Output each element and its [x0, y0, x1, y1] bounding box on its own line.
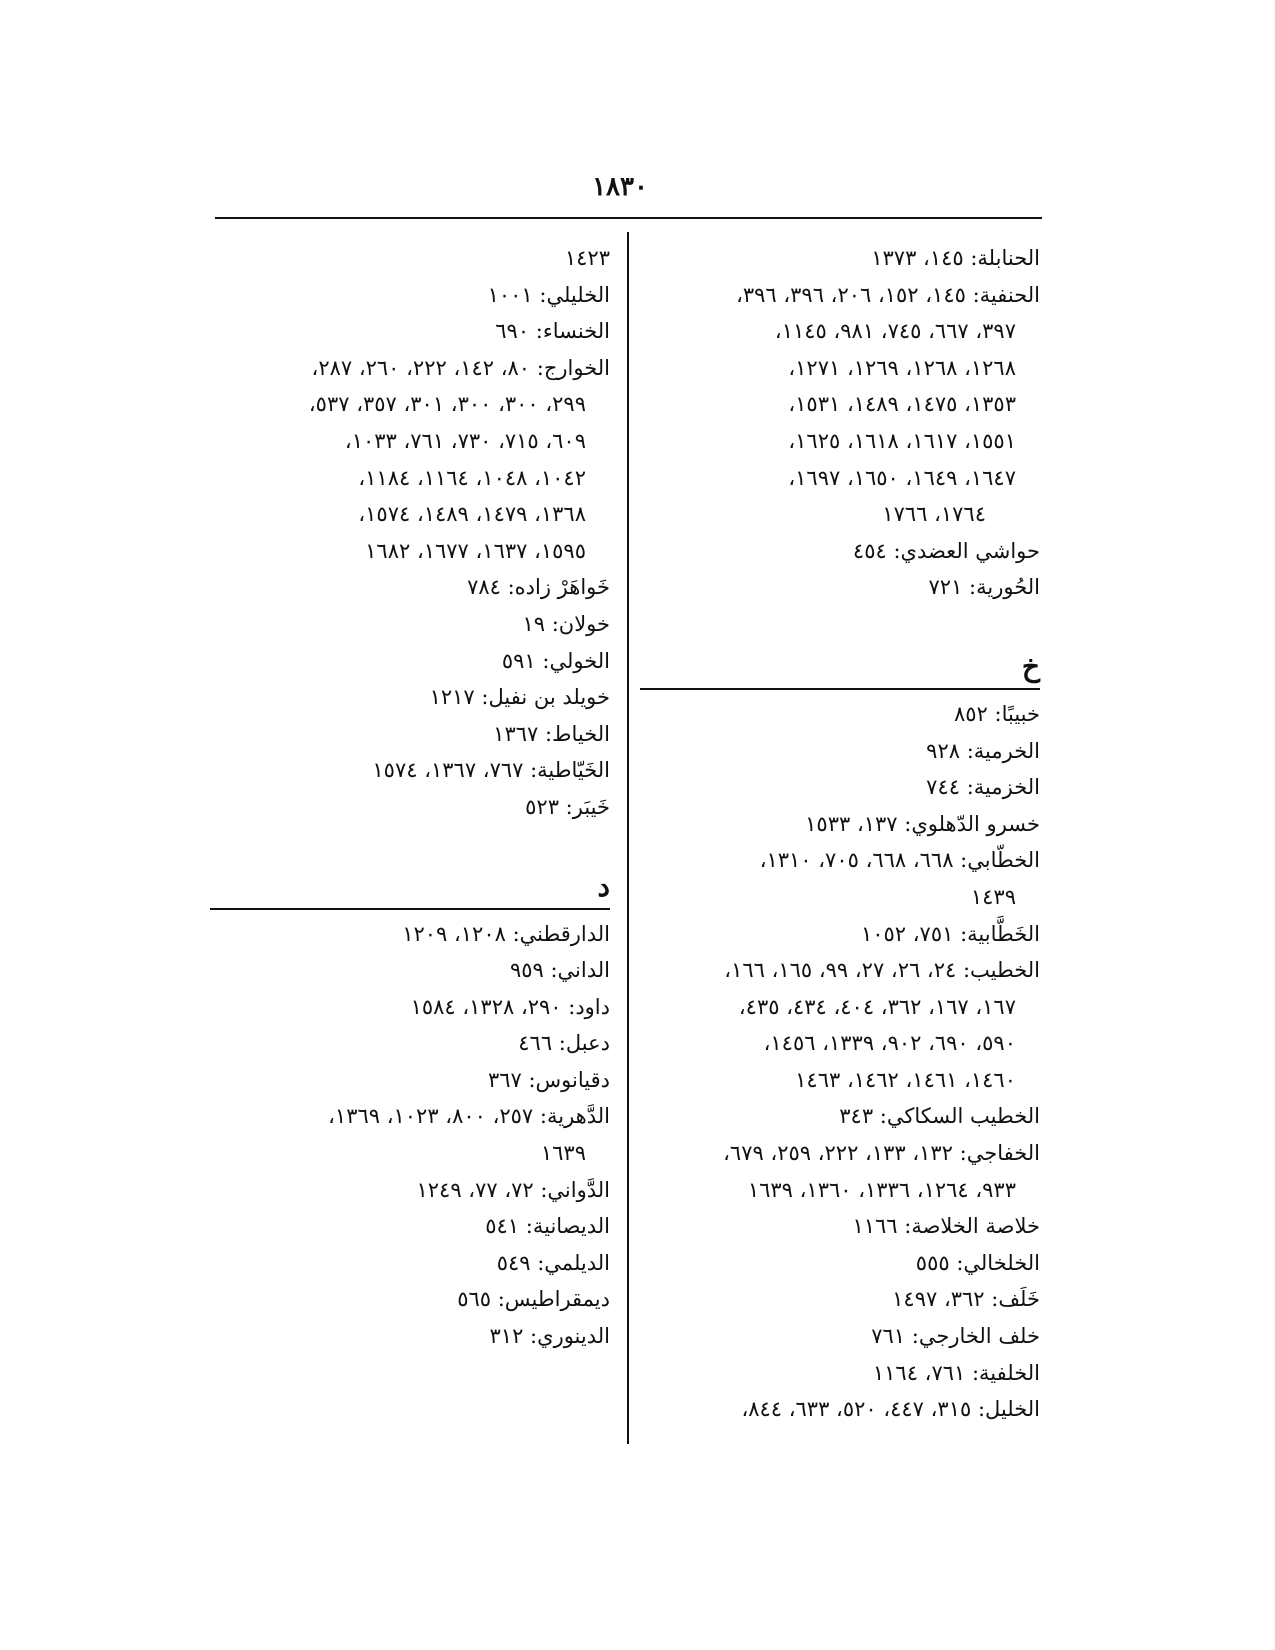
- section-gap: [640, 606, 1040, 646]
- index-entry: الدارقطني: ١٢٠٨، ١٢٠٩: [402, 921, 610, 946]
- index-entry: خلف الخارجي: ٧٦١: [871, 1324, 1040, 1349]
- index-entry: الخليلي: ١٠٠١: [487, 282, 610, 307]
- index-entry: الديلمي: ٥٤٩: [496, 1250, 610, 1275]
- index-column-left: [210, 240, 610, 1355]
- index-entry: الخليل: ٣١٥، ٤٤٧، ٥٢٠، ٦٣٣، ٨٤٤،: [741, 1397, 1040, 1422]
- index-entry-continuation: ١٥٥١، ١٦١٧، ١٦١٨، ١٦٢٥،: [788, 428, 1016, 453]
- index-entry: الخزمية: ٧٤٤: [926, 775, 1040, 800]
- index-entry: الديصانية: ٥٤١: [485, 1214, 610, 1239]
- index-entry-continuation: ١٦٣٩: [540, 1141, 586, 1166]
- index-entry-continuation: ١٤٢٣: [564, 246, 610, 270]
- index-entry: داود: ٢٩٠، ١٣٢٨، ١٥٨٤: [410, 994, 610, 1019]
- index-entry: الحُورية: ٧٢١: [928, 575, 1040, 600]
- index-entry-continuation: ٥٩٠، ٦٩٠، ٩٠٢، ١٣٣٩، ١٤٥٦،: [763, 1031, 1016, 1056]
- index-entry-continuation: ١٢٦٨، ١٢٦٨، ١٢٦٩، ١٢٧١،: [788, 355, 1016, 380]
- section-rule: [210, 908, 610, 910]
- section-gap: [210, 826, 610, 866]
- index-entry: خلاصة الخلاصة: ١١٦٦: [852, 1214, 1040, 1239]
- index-entry-continuation: ١٣٦٨، ١٤٧٩، ١٤٨٩، ١٥٧٤،: [358, 502, 586, 527]
- index-entry: خَيبَر: ٥٢٣: [525, 794, 610, 819]
- page-number: ١٨٣٠: [592, 172, 648, 202]
- section-heading-kha: خ: [1021, 649, 1040, 683]
- index-entry: الحنفية: ١٤٥، ١٥٢، ٢٠٦، ٣٩٦، ٣٩٦،: [736, 282, 1040, 307]
- index-entry-continuation: ١٤٣٩: [970, 884, 1016, 909]
- section-rule: [640, 688, 1040, 690]
- index-entry: الخلخالي: ٥٥٥: [915, 1250, 1040, 1275]
- index-entry-continuation: ٦٠٩، ٧١٥، ٧٣٠، ٧٦١، ١٠٣٣،: [344, 428, 586, 453]
- index-entry: الخطيب السكاكي: ٣٤٣: [839, 1104, 1040, 1129]
- index-entry-continuation: ١٧٦٤، ١٧٦٦: [882, 502, 986, 527]
- column-divider: [627, 232, 629, 1444]
- index-entry: الخياط: ١٣٦٧: [493, 721, 610, 746]
- index-entry: خَواهَرْ زاده: ٧٨٤: [467, 575, 610, 600]
- header-rule: [215, 217, 1042, 219]
- index-entry: الخرمية: ٩٢٨: [926, 738, 1040, 763]
- index-entry: الحنابلة: ١٤٥، ١٣٧٣: [871, 246, 1040, 270]
- index-column-right: [640, 240, 1040, 1428]
- index-entry: الدَّهرية: ٢٥٧، ٨٠٠، ١٠٢٣، ١٣٦٩،: [328, 1104, 610, 1129]
- index-entry: خَلَف: ٣٦٢، ١٤٩٧: [892, 1287, 1040, 1312]
- section-heading-dal: د: [597, 869, 610, 903]
- index-entry-continuation: ١٦٧، ١٦٧، ٣٦٢، ٤٠٤، ٤٣٤، ٤٣٥،: [738, 994, 1016, 1019]
- index-entry: ديمقراطيس: ٥٦٥: [457, 1287, 610, 1312]
- index-entry: خولان: ١٩: [522, 611, 610, 636]
- index-entry-continuation: ٢٩٩، ٣٠٠، ٣٠٠، ٣٠١، ٣٥٧، ٥٣٧،: [308, 392, 586, 417]
- index-entry: الخوارج: ٨٠، ١٤٢، ٢٢٢، ٢٦٠، ٢٨٧،: [311, 355, 610, 380]
- index-entry: الخَطَّابية: ٧٥١، ١٠٥٢: [860, 921, 1040, 946]
- index-entry: خويلد بن نفيل: ١٢١٧: [429, 685, 610, 710]
- index-entry-continuation: ١٠٤٢، ١٠٤٨، ١١٦٤، ١١٨٤،: [358, 465, 586, 490]
- index-entry-continuation: ١٣٥٣، ١٤٧٥، ١٤٨٩، ١٥٣١،: [788, 392, 1016, 417]
- index-entry: دقيانوس: ٣٦٧: [487, 1067, 610, 1092]
- index-entry: الخطّابي: ٦٦٨، ٦٦٨، ٧٠٥، ١٣١٠،: [759, 848, 1040, 873]
- index-entry: الخلفية: ٧٦١، ١١٦٤: [872, 1360, 1040, 1385]
- index-entry: الدينوري: ٣١٢: [489, 1324, 610, 1349]
- index-entry-continuation: ٩٣٣، ١٢٦٤، ١٣٣٦، ١٣٦٠، ١٦٣٩: [747, 1177, 1016, 1202]
- index-entry: خبيبًا: ٨٥٢: [954, 701, 1040, 726]
- index-entry-continuation: ٣٩٧، ٦٦٧، ٧٤٥، ٩٨١، ١١٤٥،: [774, 319, 1016, 344]
- index-entry: الداني: ٩٥٩: [509, 958, 610, 983]
- index-entry: الخولي: ٥٩١: [501, 648, 610, 673]
- index-entry: حواشي العضدي: ٤٥٤: [852, 538, 1040, 563]
- index-entry: الخطيب: ٢٤، ٢٦، ٢٧، ٩٩، ١٦٥، ١٦٦،: [724, 958, 1040, 983]
- index-entry: الدَّواني: ٧٢، ٧٧، ١٢٤٩: [416, 1177, 610, 1202]
- index-entry-continuation: ١٥٩٥، ١٦٣٧، ١٦٧٧، ١٦٨٢: [365, 538, 586, 563]
- index-entry: الخَيّاطية: ٧٦٧، ١٣٦٧، ١٥٧٤: [372, 758, 610, 783]
- index-entry: دعبل: ٤٦٦: [518, 1031, 610, 1056]
- index-entry: خسرو الدّهلوي: ١٣٧، ١٥٣٣: [805, 811, 1040, 836]
- index-entry: الخفاجي: ١٣٢، ١٣٣، ٢٢٢، ٢٥٩، ٦٧٩،: [723, 1141, 1040, 1166]
- index-entry: الخنساء: ٦٩٠: [495, 319, 610, 344]
- index-entry-continuation: ١٦٤٧، ١٦٤٩، ١٦٥٠، ١٦٩٧،: [788, 465, 1016, 490]
- index-entry-continuation: ١٤٦٠، ١٤٦١، ١٤٦٢، ١٤٦٣: [795, 1067, 1016, 1092]
